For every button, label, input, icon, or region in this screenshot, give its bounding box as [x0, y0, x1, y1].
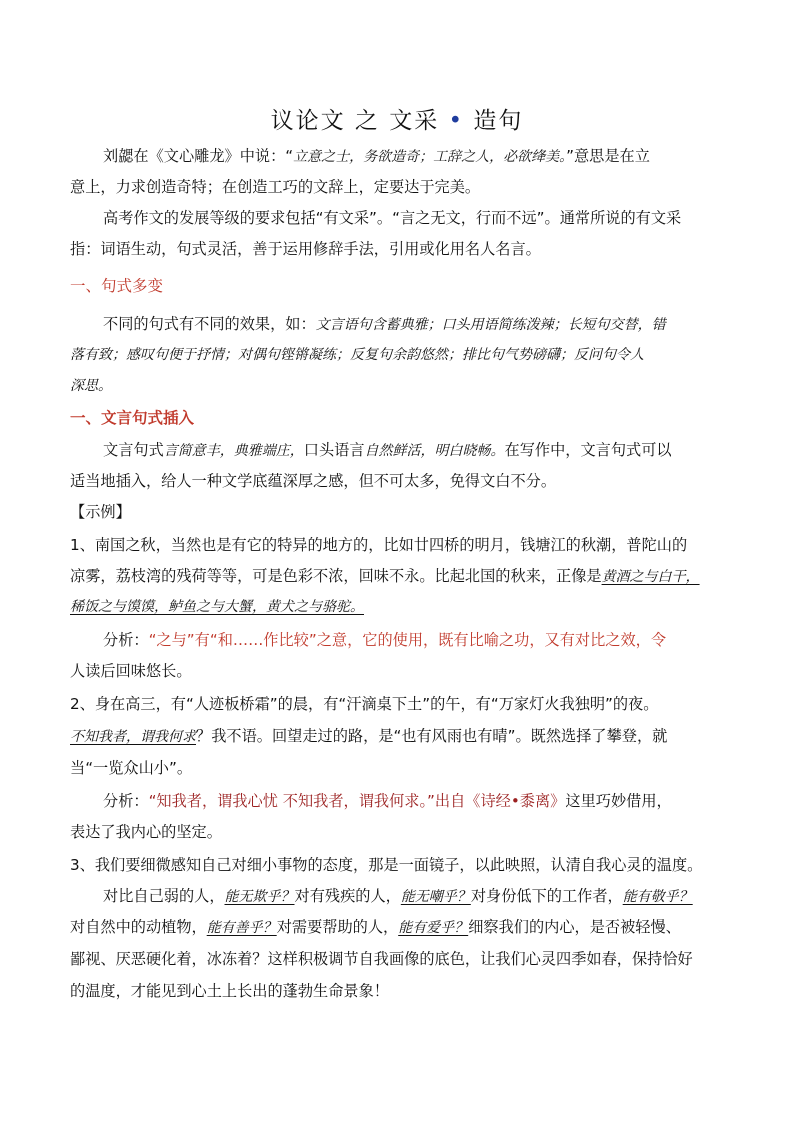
example1-analysis: 分析：“之与”有“和……作比较”之意，它的使用，既有比喻之功，又有对比之效，令 [103, 631, 667, 649]
section1-line3: 深思。 [70, 378, 112, 394]
title-part2: 造句 [473, 108, 524, 134]
section2-line1: 文言句式言简意丰，典雅端庄，口头语言自然鲜活，明白晓畅。在写作中，文言句式可以 [103, 441, 672, 459]
example2-highlight: 不知我者，谓我何求 [70, 729, 196, 745]
section1-line1: 不同的句式有不同的效果，如：文言语句含蓄典雅；口头用语简练泼辣；长短句交替，错 [103, 315, 666, 333]
section2-line2: 适当地插入，给人一种文学底蕴深厚之感，但不可太多，免得文白不分。 [70, 472, 556, 490]
example2-analysis: 分析：“知我者，谓我心忧 不知我者，谓我何求。”出自《诗经•黍离》这里巧妙借用， [103, 792, 672, 810]
example2-line1: 2、身在高三，有“人迹板桥霜”的晨，有“汗滴桌下土”的午，有“万家灯火我独明”的夜。 [70, 695, 659, 713]
example1-line1: 1、南国之秋，当然也是有它的特异的地方的，比如廿四桥的明月，钱塘江的秋潮，普陀山的 [70, 536, 688, 554]
example1-analysis-line2: 人读后回味悠长。 [70, 662, 192, 680]
example1-line2: 凉雾，荔枝湾的残荷等等，可是色彩不浓，回味不永。比起北国的秋来，正像是黄酒之与白干， [70, 567, 700, 585]
intro-p1-line1: 刘勰在《文心雕龙》中说：“立意之士，务欲造奇；工辞之人，必欲绛美。”意思是在立 [103, 147, 650, 165]
example1-line3: 稀饭之与馍馍，鲈鱼之与大蟹，黄犬之与骆驼。 [70, 599, 364, 615]
intro-p2-line1: 高考作文的发展等级的要求包括“有文采”。“言之无文，行而不远”。通常所说的有文采 [103, 209, 682, 227]
example3-line5: 的温度，才能见到心土上长出的蓬勃生命景象！ [70, 982, 389, 1000]
title-part1: 议论文 之 文采 [270, 108, 440, 134]
example2-line2: 不知我者，谓我何求？我不语。回望走过的路，是“也有风雨也有晴”。既然选择了攀登，就 [70, 727, 668, 745]
section1-line2: 落有致；感叹句便于抒情；对偶句铿锵凝练；反复句余韵悠然；排比句气势磅礴；反问句令人 [70, 347, 644, 363]
example-label: 【示例】 [70, 503, 131, 521]
example3-line2: 对比自己弱的人，能无欺乎？对有残疾的人，能无嘲乎？对身份低下的工作者，能有敬乎？ [103, 887, 693, 905]
example2-analysis-line2: 表达了我内心的坚定。 [70, 823, 222, 841]
section2-heading: 一、文言句式插入 [70, 409, 195, 427]
intro-p1-line2: 意上，力求创造奇特；在创造工巧的文辞上，定要达于完美。 [70, 178, 481, 196]
example3-line1: 3、我们要细微感知自己对细小事物的态度，那是一面镜子，以此映照，认清自我心灵的温度。 [70, 856, 703, 874]
example3-line4: 鄙视、厌恶硬化着，冰冻着？这样积极调节自我画像的底色，让我们心灵四季如春，保持恰好 [70, 950, 693, 968]
example2-line3: 当“一览众山小”。 [70, 759, 193, 777]
page-title [0, 102, 794, 135]
section1-heading: 一、句式多变 [70, 277, 164, 295]
example3-line3: 对自然中的动植物，能有善乎？对需要帮助的人，能有爱乎？细察我们的内心，是否被轻慢、 [70, 918, 681, 936]
intro-p2-line2: 指：词语生动，句式灵活，善于运用修辞手法，引用或化用名人名言。 [70, 240, 541, 258]
title-dot: • [448, 108, 465, 134]
example1-highlight-1: 黄酒之与白干， [601, 569, 700, 585]
quote-wenxindiaolong: 立意之士，务欲造奇；工辞之人，必欲绛美。 [293, 149, 567, 165]
